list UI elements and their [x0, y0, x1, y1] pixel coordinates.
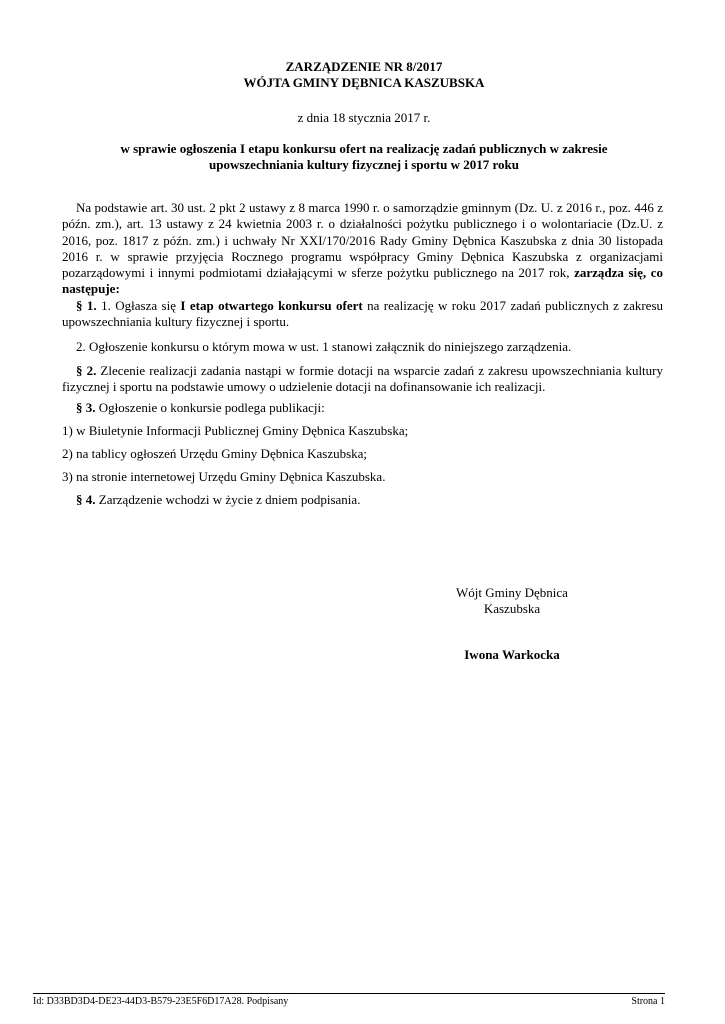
section-2-mark: § 2. [76, 363, 97, 378]
preamble-text: Na podstawie art. 30 ust. 2 pkt 2 ustawy z 8 marca 1990 r. o samorządzie gminnym (Dz. U. z 2016 r., poz. 446 z późn. zm.), art. 13 ustawy z 24 kwietnia 2003 r. o działalności pożytku publicznego i o wolontariacie (Dz.U. z 2016, poz. 1817 z późn. zm.) i uchwały Nr XXI/170/2016 Rady Gminy Dębnica Kaszubska z dnia 30 listopada 2016 r. w sprawie przyjęcia Rocznego programu współpracy Gminy Dębnica Kaszubska z organizacjami pozarządowymi i innymi podmiotami działającymi w sferze pożytku publicznego na 2017 rok, [62, 200, 663, 281]
subject-line-1: w sprawie ogłoszenia I etapu konkursu ofert na realizację zadań publicznych w zakresie [120, 141, 608, 156]
section-1-text-a: 1. Ogłasza się [96, 298, 181, 313]
preamble-paragraph [62, 200, 663, 298]
section-4-text: Zarządzenie wchodzi w życie z dniem podpisania. [95, 492, 361, 507]
list-item: 1) w Biuletynie Informacji Publicznej Gminy Dębnica Kaszubska; [62, 423, 409, 438]
document-subject [62, 141, 666, 173]
footer-page-number: Strona 1 [631, 996, 665, 1007]
section-3-text: Ogłoszenie o konkursie podlega publikacji: [95, 400, 325, 415]
section-1-paragraph-1 [62, 298, 663, 331]
document-title [62, 59, 666, 91]
signatory-title [430, 585, 594, 617]
section-2-text: Zlecenie realizacji zadania nastąpi w formie dotacji na wsparcie zadań z zakresu upowszechniania kultury fizycznej i sportu na podstawie umowy o udzielenie dotacji na dofinansowanie ich realizacji. [62, 363, 663, 395]
title-line-1: ZARZĄDZENIE NR 8/2017 [285, 59, 443, 74]
section-4-paragraph [62, 492, 663, 508]
section-1-bold-text: I etap otwartego konkursu ofert [180, 298, 363, 313]
section-2-paragraph [62, 363, 663, 396]
document-date: z dnia 18 stycznia 2017 r. [297, 110, 431, 125]
section-1-paragraph-2: 2. Ogłoszenie konkursu o którym mowa w ust. 1 stanowi załącznik do niniejszego zarządzenia. [76, 339, 572, 354]
section-1-text-b: na realizację w roku 2017 zadań publicznych z zakresu upowszechniania kultury fizycznej i sportu. [62, 298, 664, 330]
section-4-mark: § 4. [76, 492, 96, 507]
signatory-title-line-2: Kaszubska [483, 601, 541, 616]
signatory-title-line-1: Wójt Gminy Dębnica [456, 585, 568, 600]
footer-document-id: Id: D33BD3D4-DE23-44D3-B579-23E5F6D17A28. Podpisany [33, 996, 289, 1007]
section-1-mark: § 1. [76, 298, 97, 313]
list-item: 3) na stronie internetowej Urzędu Gminy Dębnica Kaszubska. [62, 469, 386, 484]
section-3-paragraph [62, 400, 663, 416]
footer-divider [33, 993, 665, 994]
subject-line-2: upowszechniania kultury fizycznej i sportu w 2017 roku [209, 157, 519, 172]
title-line-2: WÓJTA GMINY DĘBNICA KASZUBSKA [243, 75, 485, 90]
list-item: 2) na tablicy ogłoszeń Urzędu Gminy Dębnica Kaszubska; [62, 446, 368, 461]
signatory-name: Iwona Warkocka [464, 647, 560, 662]
preamble-enacting-clause: zarządza się, co następuje: [62, 265, 663, 297]
section-3-mark: § 3. [76, 400, 96, 415]
